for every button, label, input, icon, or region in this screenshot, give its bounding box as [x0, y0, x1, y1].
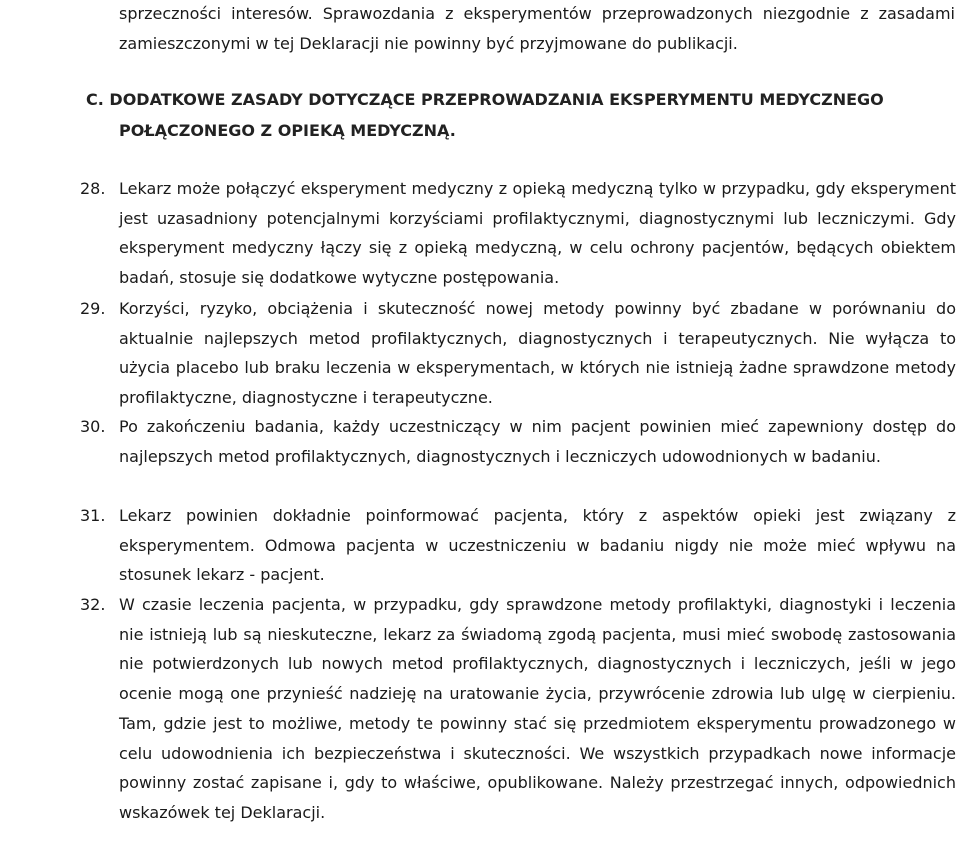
list-item — [80, 412, 956, 471]
section-label: C. — [86, 90, 104, 109]
list-item — [80, 590, 956, 828]
item-number: 29. — [80, 299, 106, 318]
item-text: Lekarz może połączyć eksperyment medyczny z opieką medyczną tylko w przypadku, gdy eksperyment jest uzasadniony potencjalnymi korzyściami profilaktycznymi, diagnostycznymi lub leczniczymi. Gdy eksperyment medyczny łączy się z opieką medyczną, w celu ochrony pacjentów, będących obiektem badań, stosuje się dodatkowe wytyczne postępowania. — [119, 179, 956, 288]
section-heading — [86, 84, 956, 146]
item-number: 32. — [80, 595, 106, 614]
item-number: 28. — [80, 179, 106, 198]
item-text: Po zakończeniu badania, każdy uczestniczący w nim pacjent powinien mieć zapewniony dostęp do najlepszych metod profilaktycznych, diagnostycznych i leczniczych udowodnionych w badaniu. — [119, 417, 956, 466]
item-text: Lekarz powinien dokładnie poinformować pacjenta, który z aspektów opieki jest związany z eksperymentem. Odmowa pacjenta w uczestniczeniu w badaniu nigdy nie może mieć wpływu na stosunek lekarz - pacjent. — [119, 506, 956, 585]
section-title-line1: DODATKOWE ZASADY DOTYCZĄCE PRZEPROWADZANIA EKSPERYMENTU MEDYCZNEGO — [109, 90, 884, 109]
lead-paragraph: sprzeczności interesów. Sprawozdania z eksperymentów przeprowadzonych niezgodnie z zasadami zamieszczonymi w tej Deklaracji nie powinny być przyjmowane do publikacji. — [119, 4, 955, 53]
item-number: 31. — [80, 506, 106, 525]
list-item — [80, 174, 956, 293]
item-text: Korzyści, ryzyko, obciążenia i skuteczność nowej metody powinny być zbadane w porównaniu do aktualnie najlepszych metod profilaktycznych, diagnostycznych i terapeutycznych. Nie wyłącza to użycia placebo lub braku leczenia w eksperymentach, w których nie istnieją żadne sprawdzone metody profilaktyczne, diagnostyczne i terapeutyczne. — [119, 299, 956, 408]
list-item — [80, 294, 956, 413]
list-item — [80, 501, 956, 590]
section-title-line2: POŁĄCZONEGO Z OPIEKĄ MEDYCZNĄ. — [119, 121, 456, 140]
item-text: W czasie leczenia pacjenta, w przypadku, gdy sprawdzone metody profilaktyki, diagnostyki i leczenia nie istnieją lub są nieskuteczne, lekarz za świadomą zgodą pacjenta, musi mieć swobodę zastosowania nie potwierdzonych lub nowych metod profilaktycznych, diagnostycznych i leczniczych, jeśli w jego ocenie mogą one przynieść nadzieję na uratowanie życia, przywrócenie zdrowia lub ulgę w cierpieniu. Tam, gdzie jest to możliwe, metody te powinny stać się przedmiotem eksperymentu prowadzonego w celu udowodnienia ich bezpieczeństwa i skuteczności. We wszystkich przypadkach nowe informacje powinny zostać zapisane i, gdy to właściwe, opublikowane. Należy przestrzegać innych, odpowiednich wskazówek tej Deklaracji. — [119, 595, 956, 822]
item-number: 30. — [80, 417, 106, 436]
